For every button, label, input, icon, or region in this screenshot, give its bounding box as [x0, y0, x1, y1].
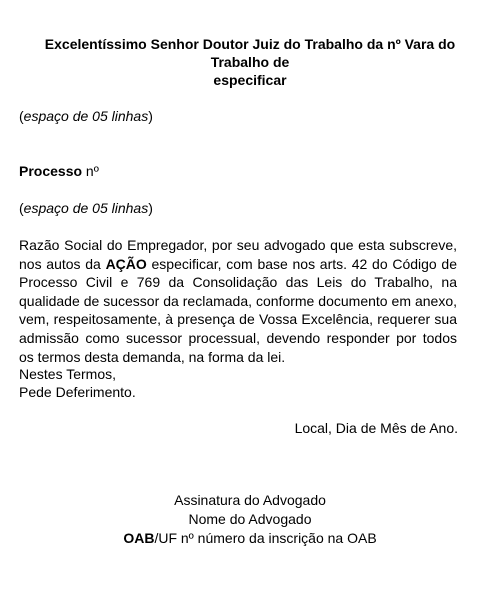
- spacing-note-2-text: espaço de 05 linhas: [23, 200, 149, 216]
- closing-line-1: Nestes Termos,: [19, 366, 116, 382]
- signature-oab-line: [0, 529, 500, 547]
- spacing-note-2: (espaço de 05 linhas): [19, 200, 153, 216]
- oab-details: /UF nº número da inscrição na OAB: [154, 530, 377, 546]
- spacing-note-1: (espaço de 05 linhas): [19, 108, 153, 124]
- process-line: [19, 162, 99, 180]
- place-date: Local, Dia de Mês de Ano.: [294, 420, 458, 436]
- signature-line-2: Nome do Advogado: [188, 511, 312, 527]
- spacing-note-1-text: espaço de 05 linhas: [23, 108, 149, 124]
- title-line-1: Excelentíssimo Senhor Doutor Juiz do Trabalho da nº Vara do Trabalho de: [44, 36, 456, 70]
- document-title: [20, 35, 480, 89]
- process-label: Processo: [19, 163, 83, 179]
- oab-label: OAB: [123, 530, 155, 546]
- petition-body: [19, 236, 457, 366]
- body-part-1: Razão Social do Empregador, por seu advogado que esta subscreve, nos autos da: [19, 237, 457, 272]
- process-number: nº: [82, 163, 99, 179]
- title-line-2: especificar: [213, 72, 287, 88]
- action-word: AÇÃO: [105, 255, 147, 272]
- signature-line-1: Assinatura do Advogado: [174, 492, 326, 508]
- closing-line-2: Pede Deferimento.: [19, 384, 136, 400]
- body-part-2: especificar, com base nos arts. 42 do Código de Processo Civil e 769 da Consolidação das Leis do Trabalho, na qualidade de sucessor da reclamada, conforme documento em anexo, vem, respeitosamente, à presença de Vossa Excelência, requerer sua admissão como sucessor processual, devendo responder por todos os termos desta demanda, na forma da lei.: [19, 255, 458, 365]
